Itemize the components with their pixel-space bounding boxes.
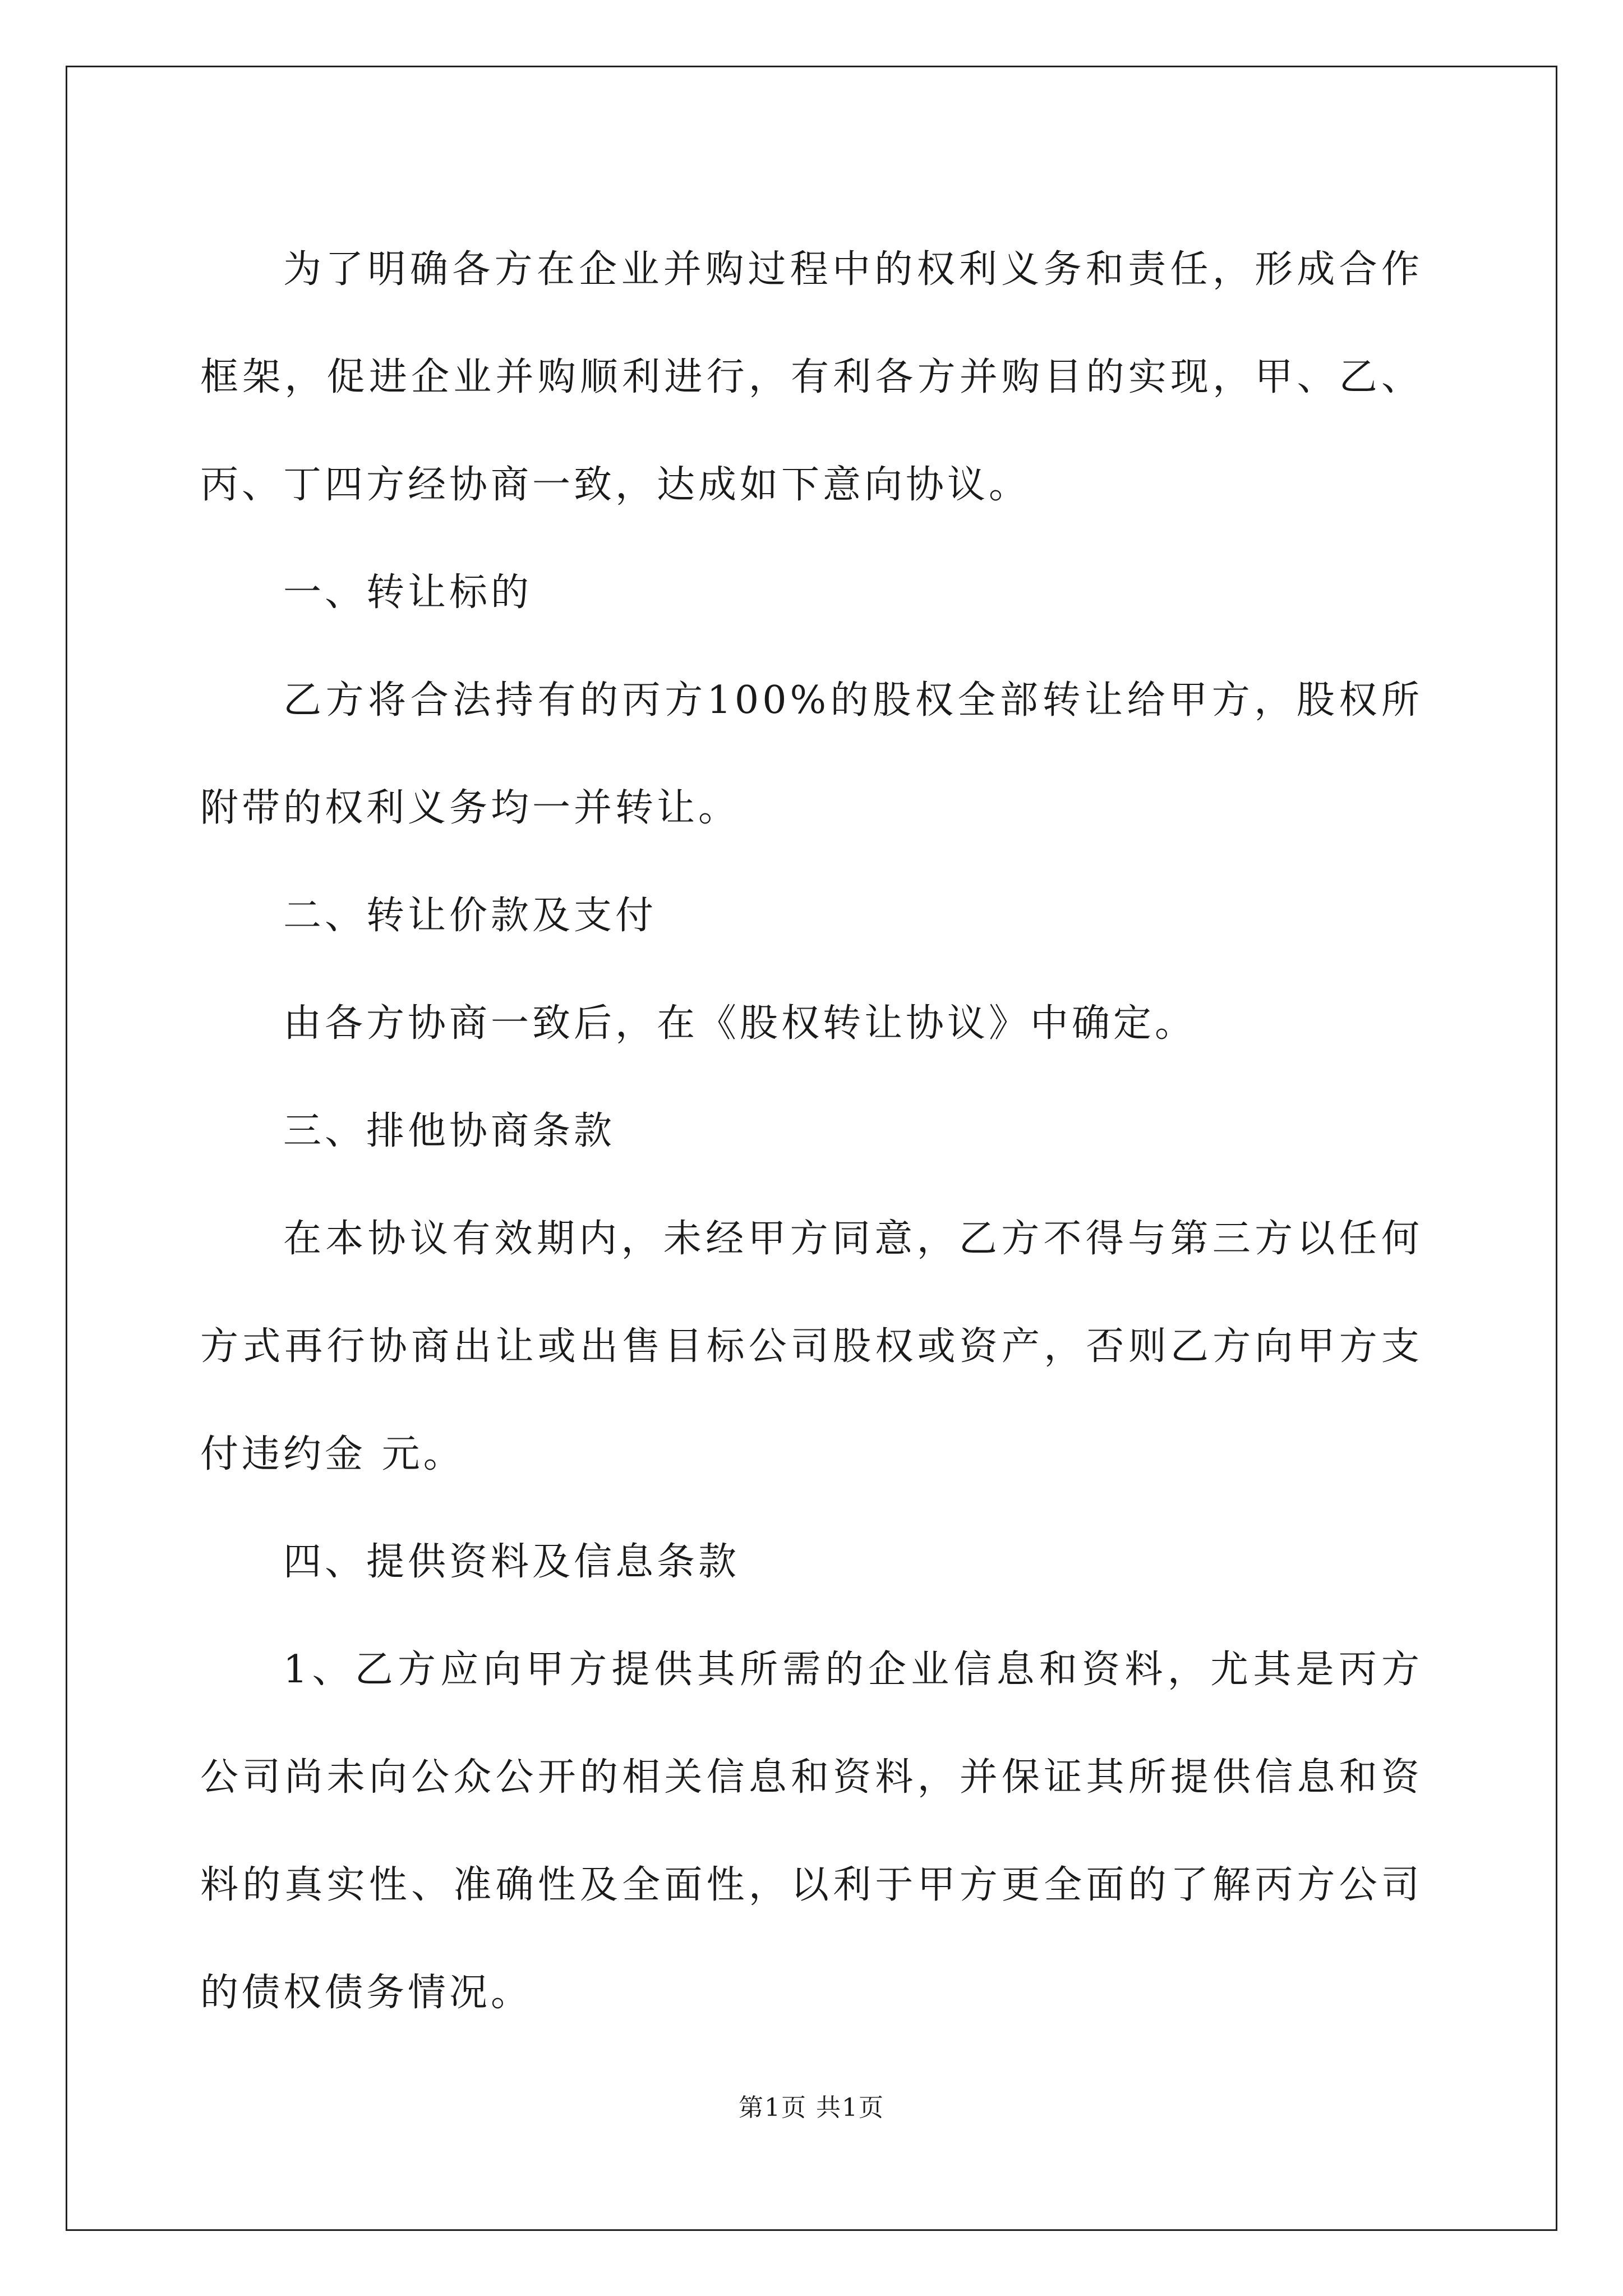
section-heading-2: 二、转让价款及支付 (283, 894, 657, 938)
section-paragraph-3: 在本协议有效期内，未经甲方同意，乙方不得与第三方以任何方式再行协商出让或出售目标公司股权或资产，否则乙方向甲方支付违约金 元。 (200, 1217, 1423, 1476)
section-paragraph-1: 乙方将合法持有的丙方100%的股权全部转让给甲方，股权所附带的权利义务均一并转让。 (200, 678, 1423, 830)
section-paragraph-4: 1、乙方应向甲方提供其所需的企业信息和资料，尤其是丙方公司尚未向公众公开的相关信息和资料，并保证其所提供信息和资料的真实性、准确性及全面性，以利于甲方更全面的了解丙方公司的债权债务情况。 (200, 1648, 1423, 2015)
page-footer: 第1页 共1页 (739, 2093, 884, 2122)
section-heading-3: 三、排他协商条款 (283, 1109, 616, 1153)
section-heading-1: 一、转让标的 (283, 570, 533, 615)
section-heading-4: 四、提供资料及信息条款 (283, 1540, 740, 1584)
intro-paragraph: 为了明确各方在企业并购过程中的权利义务和责任，形成合作框架，促进企业并购顺利进行，有利各方并购目的实现，甲、乙、丙、丁四方经协商一致，达成如下意向协议。 (200, 247, 1423, 507)
document-body (200, 216, 1423, 2047)
section-paragraph-2: 由各方协商一致后，在《股权转让协议》中确定。 (283, 1001, 1197, 1046)
